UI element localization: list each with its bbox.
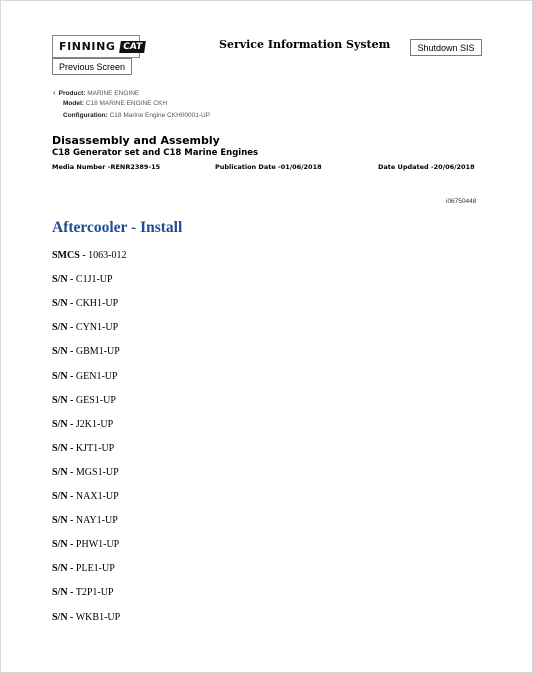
code-value: GBM1-UP xyxy=(75,346,120,358)
code-value: NAX1-UP xyxy=(75,491,119,502)
publication-date: Publication Date -01/06/2018 xyxy=(215,163,322,171)
code-label: S/N - xyxy=(52,491,74,502)
serial-number-row xyxy=(52,419,113,430)
breadcrumb-product[interactable] xyxy=(53,88,139,97)
document-subtitle: C18 Generator set and C18 Marine Engines xyxy=(52,148,259,158)
breadcrumb-model xyxy=(63,100,167,107)
code-label: S/N - xyxy=(52,466,74,478)
shutdown-sis-button[interactable]: Shutdown SIS xyxy=(410,39,482,56)
serial-number-row xyxy=(52,587,114,598)
serial-number-row xyxy=(52,467,119,478)
serial-number-row xyxy=(52,539,119,550)
code-label: S/N - xyxy=(52,587,74,599)
article-title: Aftercooler - Install xyxy=(52,219,183,236)
code-label: S/N - xyxy=(52,322,74,334)
serial-number-row xyxy=(52,371,118,382)
cat-badge: CAT xyxy=(119,41,146,53)
previous-screen-button[interactable]: Previous Screen xyxy=(52,58,132,75)
serial-number-row xyxy=(52,395,116,406)
serial-number-row xyxy=(52,563,115,574)
product-label: Product: xyxy=(58,90,86,97)
code-value: WKB1-UP xyxy=(75,611,121,623)
document-title: Disassembly and Assembly xyxy=(52,134,220,147)
code-label: S/N - xyxy=(52,346,74,358)
model-value: C18 MARINE ENGINE CKH xyxy=(85,100,168,107)
code-value: C1J1-UP xyxy=(75,274,113,286)
code-label: S/N - xyxy=(52,394,74,406)
chevron-left-icon[interactable]: ‹ xyxy=(53,88,56,97)
code-value: MGS1-UP xyxy=(75,466,119,478)
code-value: KJT1-UP xyxy=(75,442,115,454)
code-value: NAY1-UP xyxy=(75,515,118,527)
logo-text: FINNING xyxy=(59,40,116,53)
product-value: MARINE ENGINE xyxy=(87,90,140,97)
code-value: GES1-UP xyxy=(75,394,116,406)
breadcrumb-configuration xyxy=(63,112,210,119)
code-value: J2K1-UP xyxy=(75,418,114,430)
media-number: Media Number -RENR2389-15 xyxy=(52,163,161,171)
serial-number-row xyxy=(52,322,118,333)
date-updated: Date Updated -20/06/2018 xyxy=(378,163,475,171)
code-label: S/N - xyxy=(52,539,74,551)
reference-id: i06750448 xyxy=(446,198,477,205)
serial-number-row xyxy=(52,491,119,502)
code-label: S/N - xyxy=(52,442,74,454)
serial-number-row xyxy=(52,443,114,454)
code-value: CYN1-UP xyxy=(75,322,119,334)
code-label: S/N - xyxy=(52,611,74,623)
model-label: Model: xyxy=(63,100,84,107)
code-label: S/N - xyxy=(52,563,74,575)
serial-number-row xyxy=(52,298,118,309)
system-title: Service Information System xyxy=(219,38,391,51)
code-value: 1063-012 xyxy=(88,250,127,261)
code-value: CKH1-UP xyxy=(75,298,119,310)
code-label: S/N - xyxy=(52,515,74,527)
smcs-code-row xyxy=(52,250,126,261)
code-value: GEN1-UP xyxy=(75,370,118,382)
code-value: PLE1-UP xyxy=(75,563,115,575)
serial-number-row xyxy=(52,346,120,357)
code-value: T2P1-UP xyxy=(75,587,114,599)
code-label: S/N - xyxy=(52,274,74,286)
configuration-label: Configuration: xyxy=(63,112,108,119)
finning-cat-logo xyxy=(52,35,143,58)
code-label: SMCS - xyxy=(52,250,86,261)
code-label: S/N - xyxy=(52,370,74,382)
serial-number-row xyxy=(52,274,113,285)
serial-number-row xyxy=(52,515,118,526)
code-value: PHW1-UP xyxy=(75,539,120,551)
configuration-value: C18 Marine Engine CKH00001-UP xyxy=(109,112,211,119)
code-label: S/N - xyxy=(52,298,74,310)
serial-number-row xyxy=(52,612,120,623)
code-label: S/N - xyxy=(52,418,74,430)
